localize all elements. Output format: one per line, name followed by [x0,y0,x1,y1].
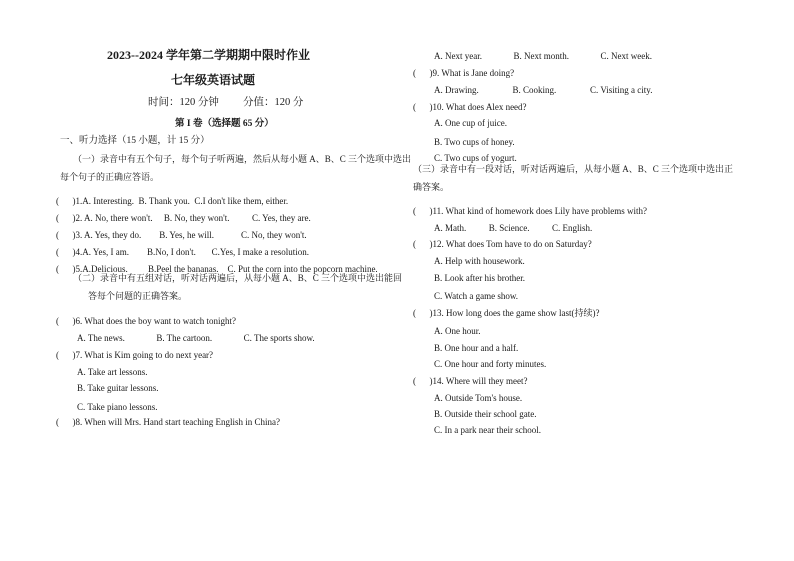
question-5: ( )5.A.Delicious. B.Peel the bananas. C. Put the corn into the popcorn machine. [56,264,378,274]
question-13: ( )13. How long does the game show last(持续)? [413,308,600,318]
question-13-option-c: C. One hour and forty minutes. [434,359,547,369]
question-3: ( )3. A. Yes, they do. B. Yes, he will. C. No, they won't. [56,230,307,240]
exam-score: 分值：120 分 [243,97,304,108]
question-12-option-b: B. Look after his brother. [434,273,525,283]
question-14-option-c: C. In a park near their school. [434,425,541,435]
question-7-option-b: B. Take guitar lessons. [77,383,159,393]
question-12: ( )12. What does Tom have to do on Saturday? [413,239,592,249]
question-8: ( )8. When will Mrs. Hand start teaching English in China? [56,417,281,427]
question-14: ( )14. Where will they meet? [413,376,528,386]
question-12-option-c: C. Watch a game show. [434,291,519,301]
section-title: 一、听力选择（15 小题，计 15 分） [60,136,210,146]
part2-instruction-line2: 答每个问题的正确答案。 [88,291,188,301]
part-title: 第 I 卷（选择题 65 分） [175,119,274,129]
question-8-options: A. Next year. B. Next month. C. Next week. [434,51,652,61]
question-10-option-b: B. Two cups of honey. [434,137,515,147]
question-6-options: A. The news. B. The cartoon. C. The sports show. [77,333,315,343]
part3-instruction-line2: 确答案。 [413,182,450,192]
question-1: ( )1.A. Interesting. B. Thank you. C.I don't like them, either. [56,196,289,206]
part2-instruction-line1: （二）录音中有五组对话，听对话两遍后，从每小题 A、B、C 三个选项中选出能回 [73,273,403,283]
question-13-option-b: B. One hour and a half. [434,343,519,353]
question-11: ( )11. What kind of homework does Lily have problems with? [413,206,647,216]
question-14-option-b: B. Outside their school gate. [434,409,537,419]
question-7-option-a: A. Take art lessons. [77,367,148,377]
exam-subtitle: 七年级英语试题 [171,73,256,87]
question-2: ( )2. A. No, there won't. B. No, they won't. C. Yes, they are. [56,213,311,223]
question-12-option-a: A. Help with housework. [434,256,525,266]
question-9: ( )9. What is Jane doing? [413,68,515,78]
exam-time: 时间：120 分钟 [148,97,219,108]
part3-instruction-line1: （三）录音中有一段对话，听对话两遍后，从每小题 A、B、C 三个选项中选出正 [413,164,734,174]
question-7-option-c: C. Take piano lessons. [77,402,158,412]
question-9-options: A. Drawing. B. Cooking. C. Visiting a city. [434,85,653,95]
part1-instruction-line2: 每个句子的正确应答语。 [60,172,160,182]
question-10: ( )10. What does Alex need? [413,102,527,112]
exam-title: 2023--2024 学年第二学期期中限时作业 [107,48,310,62]
question-13-option-a: A. One hour. [434,326,481,336]
part1-instruction-line1: （一）录音中有五个句子，每个句子听两遍，然后从每小题 A、B、C 三个选项中选出 [73,154,412,164]
question-10-option-a: A. One cup of juice. [434,118,507,128]
question-6: ( )6. What does the boy want to watch tonight? [56,316,237,326]
question-7: ( )7. What is Kim going to do next year? [56,350,214,360]
question-10-option-c: C. Two cups of yogurt. [434,153,517,163]
question-4: ( )4.A. Yes, I am. B.No, I don't. C.Yes, I make a resolution. [56,247,309,257]
question-14-option-a: A. Outside Tom's house. [434,393,523,403]
question-11-options: A. Math. B. Science. C. English. [434,223,593,233]
